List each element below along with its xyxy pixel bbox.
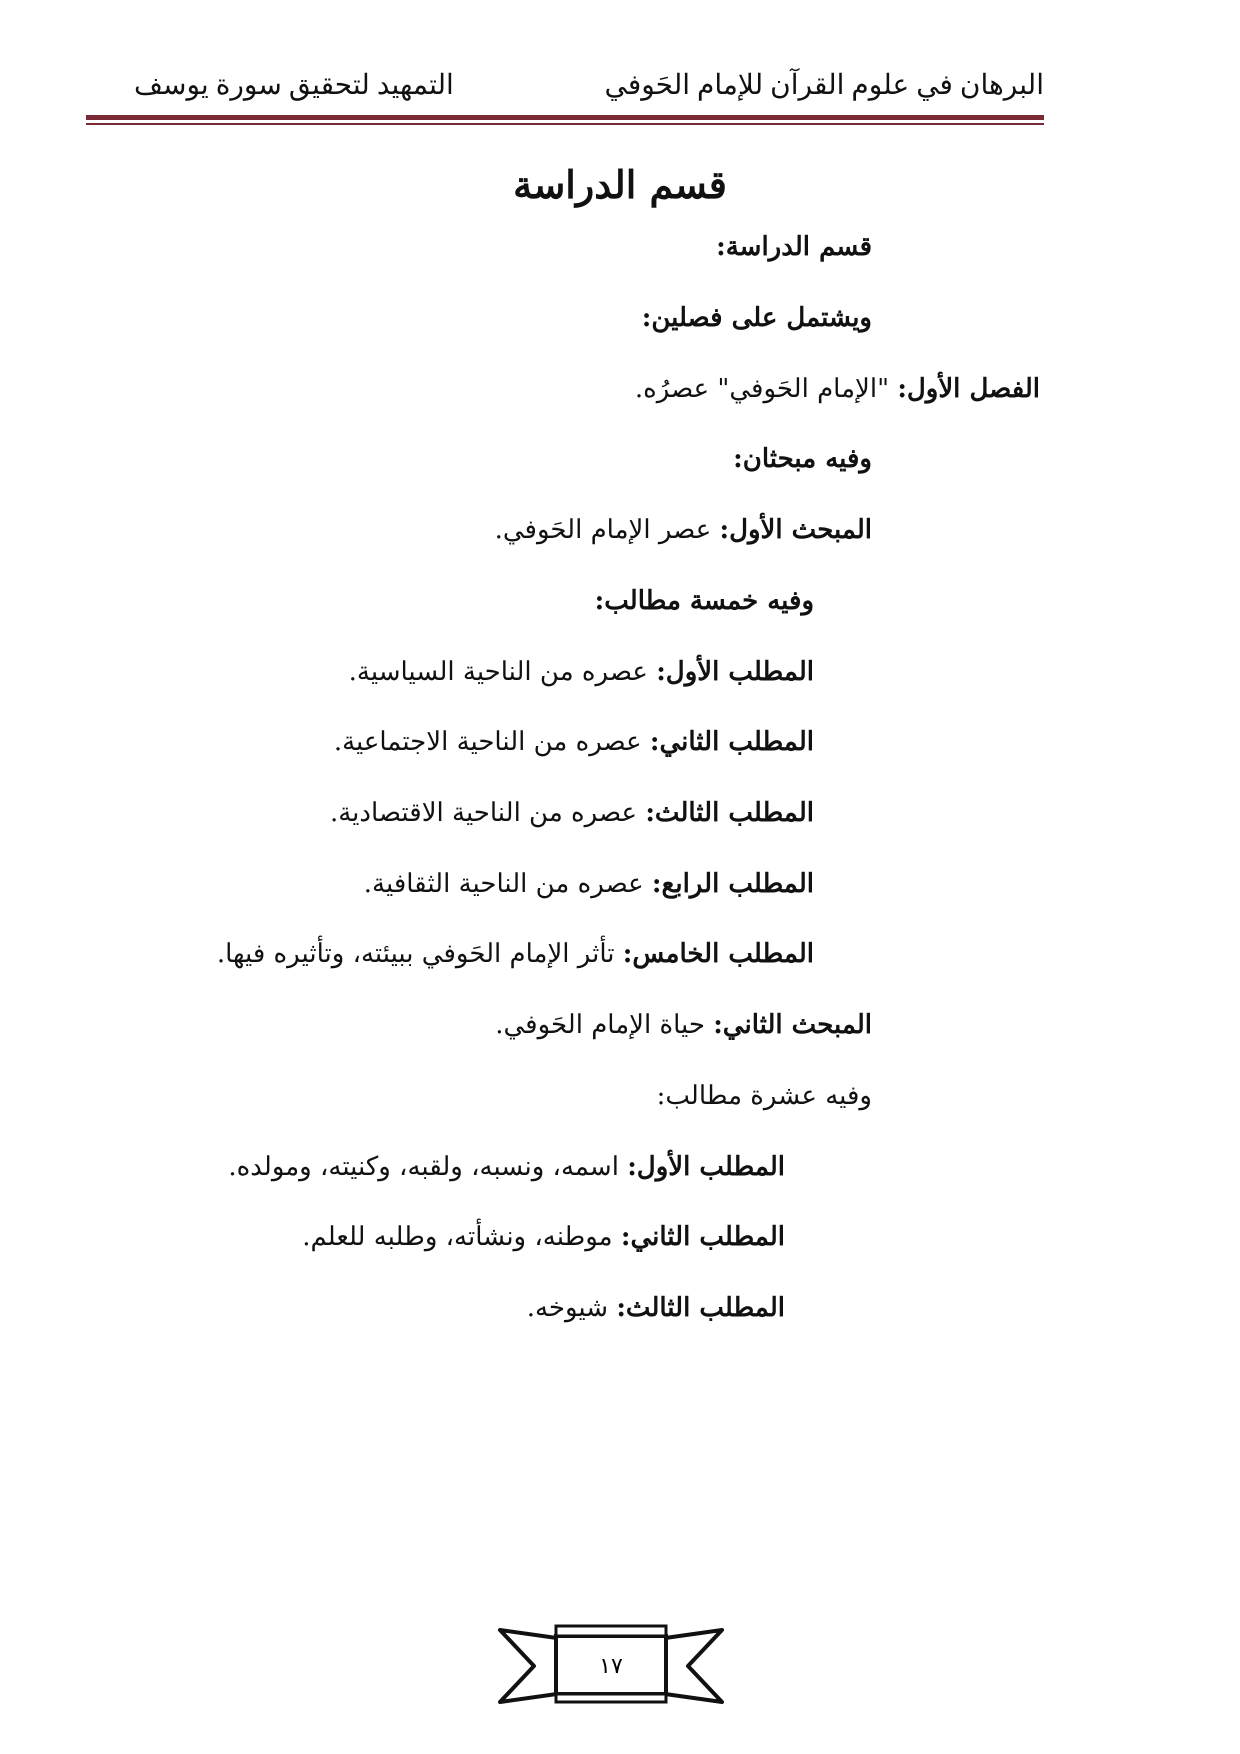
running-header [86,68,1044,110]
outline-label: وفيه خمسة مطالب: [594,586,814,616]
running-header-book-title: البرهان في علوم القرآن للإمام الحَوفي [604,70,1044,101]
outline-label: المطلب الثاني: [649,727,814,757]
outline-line [217,934,814,974]
page-title: قسم الدراسة [513,162,727,207]
outline-label: قسم الدراسة: [716,232,872,262]
outline-label: المبحث الثاني: [713,1010,872,1040]
outline-text: موطنه، ونشأته، وطلبه للعلم. [302,1222,621,1252]
outline-text: حياة الإمام الحَوفي. [495,1010,714,1040]
outline-label: ويشتمل على فصلين: [641,303,872,333]
outline-text: اسمه، ونسبه، ولقبه، وكنيته، ومولده. [228,1152,628,1182]
page-number: ١٧ [599,1654,623,1679]
outline-line [657,1076,872,1116]
outline-line [302,1217,785,1257]
outline-line [635,369,1040,409]
outline-line [330,793,814,833]
outline-line [364,864,814,904]
outline-label: المطلب الثاني: [620,1222,785,1252]
outline-text: عصره من الناحية السياسية. [348,657,657,687]
outline-text: عصره من الناحية الاقتصادية. [329,798,646,828]
ribbon-banner-bottom [556,1694,666,1702]
outline-label: المطلب الرابع: [651,869,814,899]
ribbon-banner-top [556,1626,666,1636]
outline-line [527,1288,785,1328]
page-number-ribbon [496,1618,726,1712]
outline-label: المطلب الثالث: [616,1293,785,1323]
outline-label: المطلب الأول: [627,1152,785,1182]
outline-text: عصره من الناحية الثقافية. [363,869,652,899]
header-rule-thick [86,115,1044,120]
running-header-chapter-title: التمهيد لتحقيق سورة يوسف [134,70,454,101]
outline-line [716,227,872,267]
outline-line [495,1005,872,1045]
outline-line [595,581,814,621]
outline-text: "الإمام الحَوفي" عصرُه. [634,374,898,404]
outline-text: شيوخه. [526,1293,617,1323]
outline-label: المطلب الثالث: [645,798,814,828]
outline-line [349,652,814,692]
outline-line [733,439,872,479]
outline-text: وفيه عشرة مطالب: [656,1081,872,1111]
outline-label: الفصل الأول: [897,374,1040,404]
header-rule-thin [86,123,1044,125]
outline-text: عصره من الناحية الاجتماعية. [333,727,650,757]
outline-line [228,1147,785,1187]
outline-line [642,298,872,338]
outline-label: وفيه مبحثان: [733,444,872,474]
outline-text: تأثر الإمام الحَوفي ببيئته، وتأثيره فيها. [216,939,623,969]
outline-label: المطلب الأول: [656,657,814,687]
outline-label: المطلب الخامس: [622,939,814,969]
outline-label: المبحث الأول: [719,515,872,545]
outline-line [495,510,872,550]
outline-text: عصر الإمام الحَوفي. [494,515,720,545]
outline-line [334,722,814,762]
